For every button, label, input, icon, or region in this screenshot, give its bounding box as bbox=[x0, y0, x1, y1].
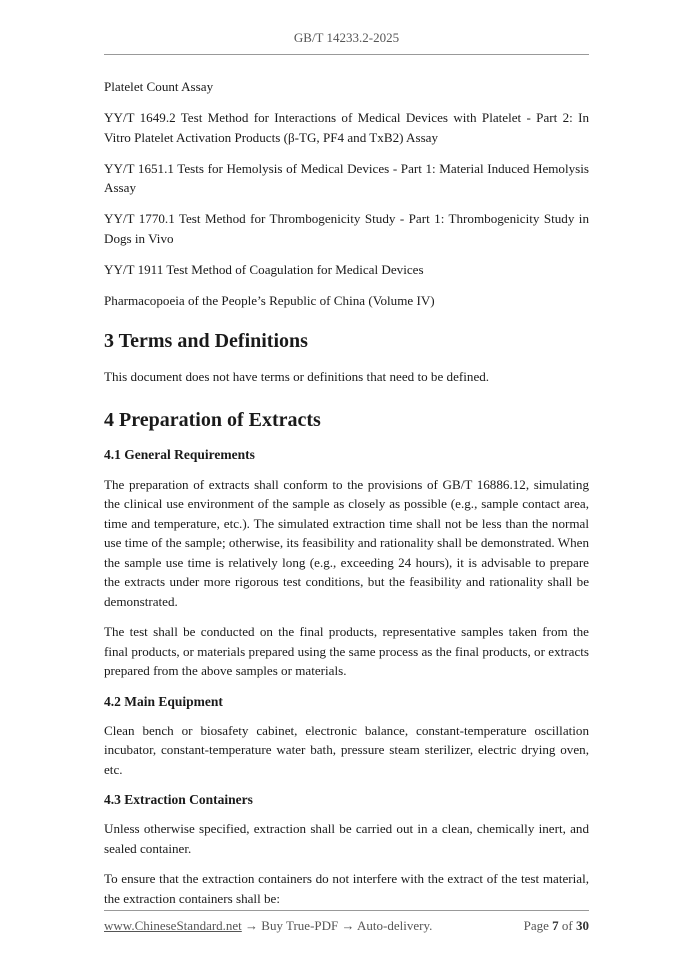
header-divider bbox=[104, 54, 589, 55]
page-content bbox=[104, 77, 589, 908]
reference-item: YY/T 1911 Test Method of Coagulation for Medical Devices bbox=[104, 261, 424, 277]
section-4-3-paragraph-2: To ensure that the extraction containers do not interfere with the extract of the test material, the extraction containers shall be: bbox=[104, 871, 589, 906]
section-4-3-heading: 4.3 Extraction Containers bbox=[104, 792, 253, 807]
section-4-3-paragraph-1: Unless otherwise specified, extraction shall be carried out in a clean, chemically inert, and sealed container. bbox=[104, 821, 589, 856]
reference-item: YY/T 1649.2 Test Method for Interactions of Medical Devices with Platelet - Part 2: In Vitro Platelet Activation Products (β-TG, PF4 and TxB2) Assay bbox=[104, 110, 589, 145]
document-id: GB/T 14233.2-2025 bbox=[293, 30, 400, 45]
total-pages: 30 bbox=[576, 918, 589, 933]
current-page: 7 bbox=[552, 918, 559, 933]
footer-promo-text: → Buy True-PDF → Auto-delivery. bbox=[241, 918, 433, 933]
section-4-1-heading: 4.1 General Requirements bbox=[104, 446, 255, 462]
website-link[interactable]: www.ChineseStandard.net bbox=[104, 918, 242, 933]
of-label: of bbox=[561, 918, 573, 933]
reference-item: YY/T 1651.1 Tests for Hemolysis of Medical Devices - Part 1: Material Induced Hemolysis Assay bbox=[104, 160, 589, 195]
page-footer bbox=[104, 918, 589, 934]
section-4-heading: 4 Preparation of Extracts bbox=[104, 408, 321, 431]
page-label: Page bbox=[523, 918, 549, 933]
footer-promo bbox=[104, 918, 432, 934]
section-4-2-paragraph: Clean bench or biosafety cabinet, electronic balance, constant-temperature oscillation incubator, constant-temperature water bath, pressure steam sterilizer, electric drying oven, etc. bbox=[104, 722, 589, 777]
section-4-2-heading: 4.2 Main Equipment bbox=[104, 693, 223, 709]
section-3-text: This document does not have terms or definitions that need to be defined. bbox=[104, 369, 490, 384]
footer-divider bbox=[104, 910, 589, 911]
section-4-1-paragraph-2: The test shall be conducted on the final products, representative samples taken from the final products, or materials prepared using the same process as the final products, or extracts prepared from the above samples or materials. bbox=[104, 624, 589, 678]
section-4-1-paragraph-1: The preparation of extracts shall conform to the provisions of GB/T 16886.12, simulating the clinical use environment of the sample as closely as possible (e.g., sample contact area, time and temperature, etc.). The simulated extraction time shall not be less than the normal use time of the sample; otherwise, its feasibility and rationality shall be demonstrated. When the sample use time is relatively long (e.g., exceeding 24 hours), it is advisable to prepare the extracts under more rigorous test conditions, but the feasibility and rationality shall be demonstrated. bbox=[104, 476, 589, 609]
reference-item: Pharmacopoeia of the People’s Republic of China (Volume IV) bbox=[104, 292, 435, 308]
reference-item: Platelet Count Assay bbox=[104, 79, 214, 94]
section-3-heading: 3 Terms and Definitions bbox=[104, 330, 308, 352]
reference-item: YY/T 1770.1 Test Method for Thrombogenicity Study - Part 1: Thrombogenicity Study in Dogs in Vivo bbox=[104, 211, 589, 246]
page-number bbox=[524, 918, 589, 934]
page-header bbox=[104, 30, 589, 46]
